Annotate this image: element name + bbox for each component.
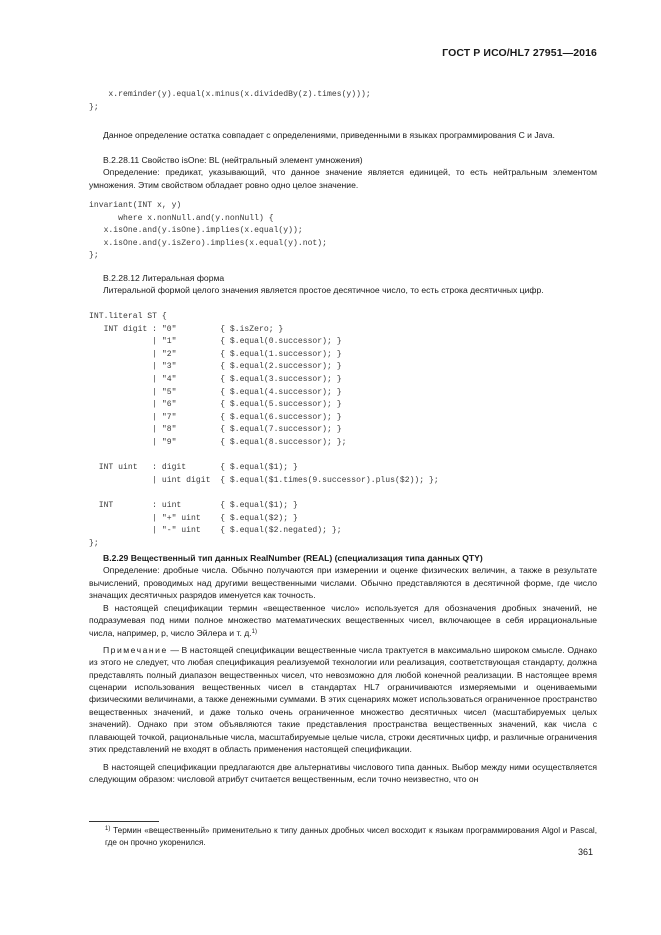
section-isone-title: B.2.28.11 Свойство isOne: BL (нейтральный элемент умножения) xyxy=(103,155,363,165)
code-block-literal xyxy=(89,311,439,550)
code-line: }; xyxy=(89,251,99,261)
code-line: | "5" { $.equal(4.successor); } xyxy=(89,387,342,397)
note-paragraph xyxy=(89,644,597,756)
code-line: }; xyxy=(89,102,99,112)
note-label: Примечание xyxy=(103,644,168,655)
code-line: | "-" uint { $.equal($2.negated); }; xyxy=(89,526,342,536)
footnote-separator xyxy=(89,821,159,822)
section-isone-text: Определение: предикат, указывающий, что данное значение является единицей, то есть нейтральным элементом умножения. Этим свойством обладает ровно одно целое значение. xyxy=(89,167,597,190)
section-isone xyxy=(89,154,597,191)
code-line: INT uint : digit { $.equal($1); } xyxy=(89,463,298,473)
code-line: | "9" { $.equal(8.successor); }; xyxy=(89,437,347,447)
code-line xyxy=(89,450,439,463)
usage-text: В настоящей спецификации термин «вещественное число» используется для обозначения дробных значений, не подразумевая под ними полное множество математических вещественных чисел, включающее в себя иррациональные числа, например, р, число Эйлера и т. д. xyxy=(89,602,597,639)
code-line: x.isOne.and(y.isOne).implies(x.equal(y)); xyxy=(89,226,303,236)
code-line: x.isOne.and(y.isZero).implies(x.equal(y).not); xyxy=(89,238,327,248)
code-line: | "1" { $.equal(0.successor); } xyxy=(89,337,342,347)
footnote-ref: 1) xyxy=(251,629,257,636)
code-line: | uint digit { $.equal($1.times(9.successor).plus($2)); }; xyxy=(89,475,439,485)
code-line: x.reminder(y).equal(x.minus(x.dividedBy(z).times(y))); xyxy=(89,90,371,99)
section-literal-text: Литеральной формой целого значения является простое десятичное число, то есть строка десятичных цифр. xyxy=(103,285,544,296)
section-real-usage xyxy=(89,602,597,640)
code-line: }; xyxy=(89,538,99,548)
section-literal-title: B.2.28.12 Литеральная форма xyxy=(103,273,225,283)
code-block-isone xyxy=(89,200,327,263)
section-real-definition: Определение: дробные числа. Обычно получаются при измерении и оценке физических величин, а также в результате вычислений, проводимых над другими вещественными числами. Обычно представляются в десятичной форме, где число значащих десятичных разрядов именуется как точность. xyxy=(89,565,597,601)
code-line: INT digit : "0" { $.isZero; } xyxy=(89,324,284,334)
document-header: ГОСТ Р ИСО/HL7 27951—2016 xyxy=(442,47,597,59)
code-line: | "7" { $.equal(6.successor); } xyxy=(89,412,342,422)
section-real-alternatives: В настоящей спецификации предлагаются две альтернативы числового типа данных. Выбор между ними осуществляется следующим образом: числовой атрибут считается вещественным, если точно неизвестно, что он xyxy=(89,761,597,784)
code-line: | "6" { $.equal(5.successor); } xyxy=(89,400,342,410)
section-literal xyxy=(89,272,597,297)
code-block-remainder xyxy=(89,89,371,114)
code-line: | "8" { $.equal(7.successor); } xyxy=(89,425,342,435)
code-line: invariant(INT x, y) xyxy=(89,201,182,210)
code-line: | "+" uint { $.equal($2); } xyxy=(89,513,298,523)
paragraph-remainder: Данное определение остатка совпадает с определениями, приведенными в языках программирования С и Java. xyxy=(103,130,555,140)
code-line: INT.literal ST { xyxy=(89,312,167,321)
page-number: 361 xyxy=(578,847,594,857)
note-text: — В настоящей спецификации вещественные числа трактуется в максимально широком смысле. Однако из этого не следует, что любая спецификация реализуемой технологии или реализация, соответствующая стандарту, должна представлять полный диапазон вещественных чисел, что невозможно для любой конечной реализации. В настоящее время сценарии использования вещественных чисел в стандартах HL7 ограничиваются измеряемыми и оцениваемыми физическими величинами, а также денежными суммами. В этих сценариях может использоваться ограниченное пространство вещественных значений, и даже только очень ограниченное множество десятичных чисел (масштабируемых целых значений). Однако при этом объявляются такие представления пространства вещественных значений, как числа с плавающей точкой, рациональные числа, масштабируемые целые числа, строки десятичных цифр, и различные ограничения этих представлений не входят в область применения настоящей спецификации. xyxy=(89,644,597,755)
code-line: INT : uint { $.equal($1); } xyxy=(89,500,298,510)
section-real-title: B.2.29 Вещественный тип данных RealNumber (REAL) (специализация типа данных QTY) xyxy=(103,553,483,563)
code-line: where x.nonNull.and(y.nonNull) { xyxy=(89,213,274,223)
section-real xyxy=(89,552,597,785)
code-line: | "2" { $.equal(1.successor); } xyxy=(89,349,342,359)
code-line xyxy=(89,487,439,500)
code-line: | "3" { $.equal(2.successor); } xyxy=(89,362,342,372)
footnote-text: Термин «вещественный» применительно к типу данных дробных чисел восходит к языкам программирования Algol и Pascal, где он прочно укоренился. xyxy=(105,826,597,847)
code-line: | "4" { $.equal(3.successor); } xyxy=(89,374,342,384)
footnote xyxy=(105,824,597,848)
footnote-mark: 1) xyxy=(105,826,111,832)
